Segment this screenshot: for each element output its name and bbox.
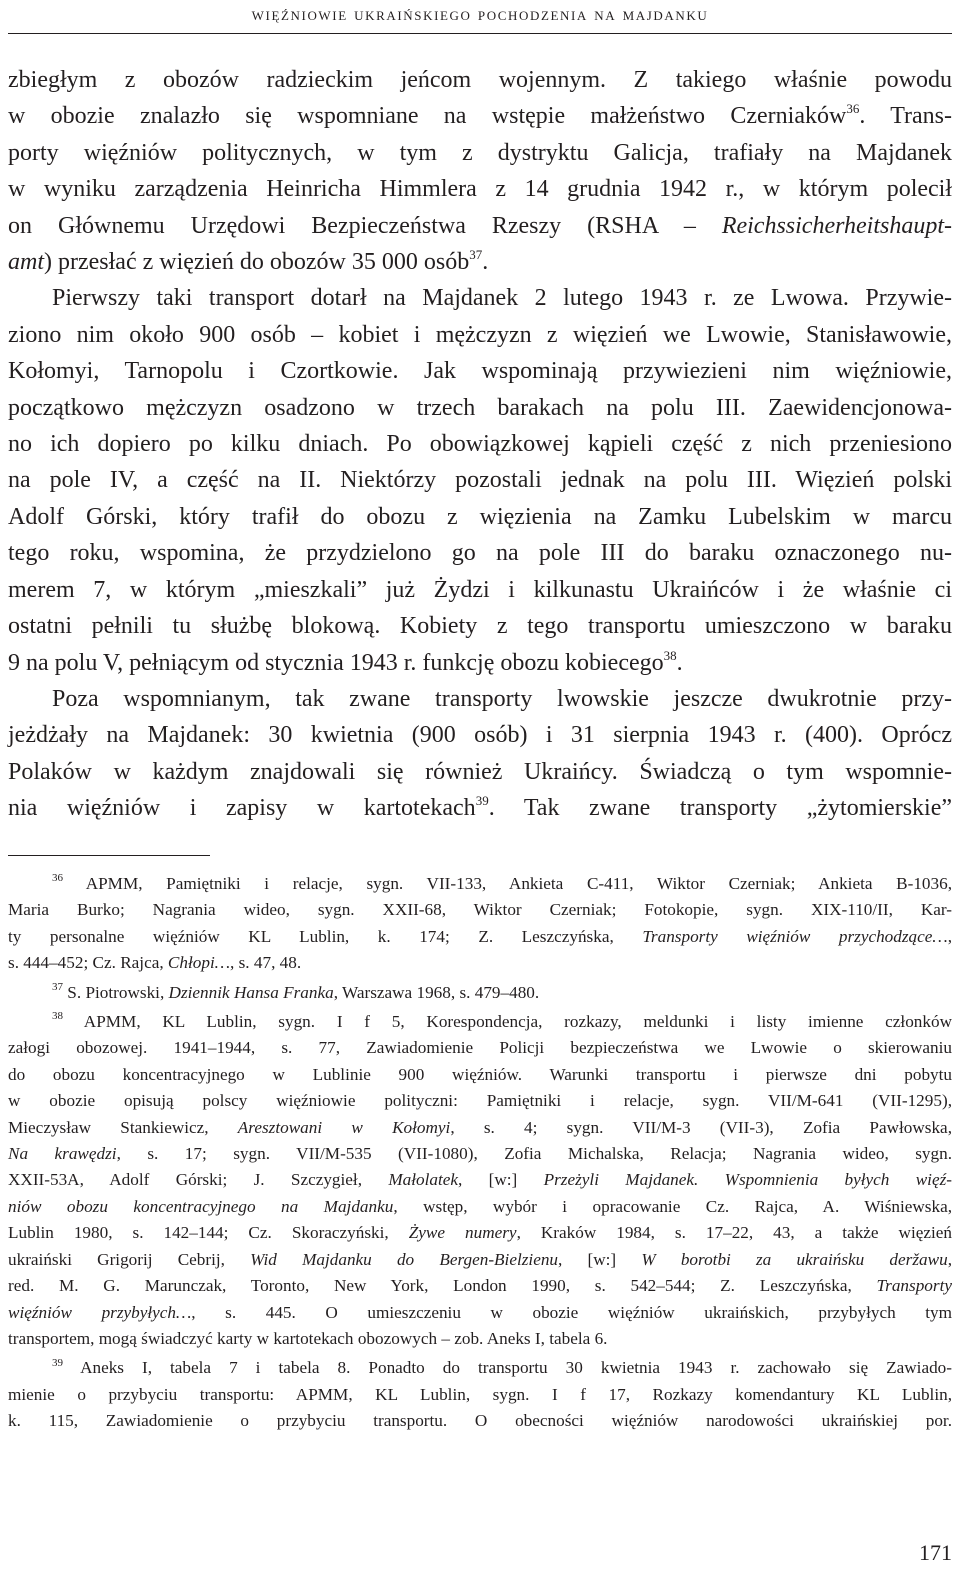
text-line: jeżdżały na Majdanek: 30 kwietnia (900 osób) i 31 sierpnia 1943 r. (400). Oprócz — [8, 722, 952, 749]
italic-title: Transporty więźniów przychodzące… — [642, 926, 948, 946]
text-span: S. Piotrowski, — [63, 982, 169, 1002]
footnote-line — [8, 1355, 952, 1381]
page-number: 171 — [919, 1540, 952, 1565]
main-text — [8, 62, 952, 827]
text-span: APMM, Pamiętniki i relacje, sygn. VII-133, Ankieta C-411, Wiktor Czerniak; Ankieta B-1036, — [63, 874, 952, 893]
footnote-line — [8, 1194, 952, 1220]
text-line: tego roku, wspomina, że przydzielono go na pole III do baraku oznaczonego nu- — [8, 540, 952, 567]
text-span: , — [947, 1249, 952, 1269]
footnote-line: załogi obozowej. 1941–1944, s. 77, Zawiadomienie Policji bezpieczeństwa we Lwowie o skierowaniu — [8, 1038, 952, 1058]
text-span: . — [482, 249, 489, 276]
text-span: on Głównemu Urzędowi Bezpieczeństwa Rzeszy (RSHA – — [8, 212, 722, 239]
text-line — [8, 98, 952, 134]
text-line: początkowo mężczyzn osadzono w trzech barakach na polu III. Zaewidencjonowa- — [8, 394, 952, 421]
footnote-37 — [8, 980, 952, 1006]
text-span: nia więźniów i zapisy w kartotekach — [8, 795, 476, 822]
text-line: Pierwszy taki transport dotarł na Majdanek 2 lutego 1943 r. ze Lwowa. Przywie- — [52, 285, 952, 312]
text-span: , s. 17; sygn. VII/M-535 (VII-1080), Zofia Michalska, Relacja; Nagrania wideo, sygn. — [116, 1144, 952, 1164]
italic-term: Reichssicherheitshaupt- — [721, 212, 952, 239]
text-span: Lublin 1980, s. 142–144; Cz. Skoraczyński, — [8, 1223, 409, 1243]
text-span: Aneks I, tabela 7 i tabela 8. Ponadto do transportu 30 kwietnia 1943 r. zachowało się Zawiado- — [63, 1358, 952, 1378]
footnote-line: do obozu koncentracyjnego w Lublinie 900 więźniów. Warunki transportu i pierwsze dni pobytu — [8, 1064, 952, 1084]
footnote-number: 39 — [52, 1356, 63, 1369]
text-span: APMM, KL Lublin, sygn. I f 5, Korespondencja, rozkazy, meldunki i listy imienne członków — [63, 1012, 952, 1032]
paragraph-1 — [8, 62, 952, 280]
footnote-line — [8, 1273, 952, 1299]
text-span: . Tak zwane transporty „żytomierskie” — [488, 795, 953, 822]
text-line: zbiegłym z obozów radzieckim jeńcom wojennym. Z takiego właśnie powodu — [8, 67, 952, 93]
footnote-ref-37[interactable]: 37 — [469, 247, 483, 263]
text-span: , s. 4; sygn. VII/M-3 (VII-3), Zofia Pawłowska, — [450, 1117, 952, 1137]
text-line: ziono nim około 900 osób – kobiet i mężczyzn z więzień we Lwowie, Stanisławowie, — [8, 321, 952, 348]
italic-title: Przeżyli Majdanek. Wspomnienia byłych więź- — [543, 1170, 952, 1190]
text-span: red. M. G. Marunczak, Toronto, New York, London 1990, s. 542–544; Z. Leszczyńska, — [8, 1276, 877, 1296]
text-span: ty personalne więźniów KL Lublin, k. 174; Z. Leszczyńska, — [8, 926, 643, 946]
footnote-line — [8, 1141, 952, 1167]
footnote-line — [8, 871, 952, 897]
footnote-line: Maria Burko; Nagrania wideo, sygn. XXII-68, Wiktor Czerniak; Fotokopie, sygn. XIX-110/II, Kar- — [8, 900, 952, 920]
text-line — [8, 645, 952, 681]
text-line: Adolf Górski, który trafił do obozu z więzienia na Zamku Lubelskim w marcu — [8, 503, 952, 530]
italic-title: Transporty — [876, 1276, 952, 1296]
text-span: w obozie znalazło się wspomniane na wstępie małżeństwo Czerniaków — [8, 103, 847, 130]
italic-title: Wid Majdanku do Bergen-Bielzienu — [250, 1249, 559, 1269]
text-span: , s. 47, 48. — [230, 953, 302, 973]
text-span: , wstęp, wybór i opracowanie Cz. Rajca, A. Wiśniewska, — [393, 1196, 952, 1216]
footnote-line: w obozie opisują polscy więźniowie polityczni: Pamiętniki i relacje, sygn. VII/M-641 (VII-1295), — [8, 1091, 952, 1111]
text-span: , s. 445. O umieszczeniu w obozie więźniów ukraińskich, przybyłych tym — [191, 1302, 952, 1322]
footnote-38 — [8, 1009, 952, 1352]
footnote-line: transportem, mogą świadczyć karty w kartotekach obozowych – zob. Aneks I, tabela 6. — [8, 1328, 608, 1348]
running-head: więźniowie ukraińskiego pochodzenia na majdanku — [251, 4, 709, 25]
text-line — [8, 790, 952, 826]
text-line: merem 7, w którym „mieszkali” już Żydzi i kilkunastu Ukraińców i że właśnie ci — [8, 576, 952, 603]
text-line — [8, 208, 952, 244]
text-span: , — [947, 926, 952, 946]
footnote-line: k. 115, Zawiadomienie o przybyciu transportu. O obecności więźniów narodowości ukraińskiej por. — [8, 1411, 952, 1431]
footnote-line — [8, 1300, 952, 1326]
text-span: Trans- — [865, 103, 953, 130]
footnote-line — [8, 950, 952, 976]
footnote-39 — [8, 1355, 952, 1434]
text-span: . — [676, 649, 683, 676]
paragraph-3 — [8, 681, 952, 827]
footnote-line — [8, 1247, 952, 1273]
footnote-ref-36[interactable]: 36 — [846, 101, 860, 117]
italic-title: Aresztowani w Kołomyi — [237, 1117, 451, 1137]
footnote-number: 37 — [52, 980, 63, 993]
footnote-ref-39[interactable]: 39 — [475, 793, 489, 809]
italic-title: Na krawędzi — [8, 1144, 117, 1164]
text-span: XXII-53A, Adolf Górski; J. Szczygieł, — [8, 1170, 389, 1190]
footnote-line — [8, 1115, 952, 1141]
footnote-separator — [8, 855, 210, 856]
footnote-number: 38 — [52, 1010, 63, 1023]
italic-title: Małolatek — [388, 1170, 459, 1190]
text-line: no ich dopiero po kilku dniach. Po obowiązkowej kąpieli część z nich przeniesiono — [8, 431, 952, 458]
text-span: Mieczysław Stankiewicz, — [8, 1117, 238, 1137]
text-span: , [w:] — [558, 1249, 642, 1269]
text-line — [8, 244, 952, 280]
text-span: s. 444–452; Cz. Rajca, — [8, 953, 168, 973]
italic-title: Chłopi… — [167, 953, 230, 973]
paragraph-2 — [8, 280, 952, 680]
text-span: ) — [44, 249, 58, 276]
text-span: 9 na polu V, pełniącym od stycznia 1943 r. funkcję obozu kobiecego — [8, 649, 664, 676]
text-line: w wyniku zarządzenia Heinricha Himmlera z 14 grudnia 1942 r., w którym polecił — [8, 176, 952, 203]
text-line: porty więźniów politycznych, w tym z dystryktu Galicja, trafiały na Majdanek — [8, 139, 952, 166]
italic-title: Dziennik Hansa Franka — [168, 982, 334, 1002]
footnote-line — [8, 924, 952, 950]
italic-title: W borotbi za ukraińsku deržawu — [641, 1249, 948, 1269]
italic-title: niów obozu koncentracyjnego na Majdanku — [8, 1196, 394, 1216]
footnote-line — [8, 1009, 952, 1035]
text-line: Polaków w każdym znajdowali się również Ukraińcy. Świadczą o tym wspomnie- — [8, 758, 952, 785]
italic-title: Żywe numery — [408, 1223, 517, 1243]
footnote-line — [8, 1167, 952, 1193]
text-span: przesłać z więzień do obozów 35 000 osób — [58, 249, 470, 276]
text-span: . — [859, 103, 866, 130]
footnote-line — [8, 980, 952, 1006]
footnote-36 — [8, 871, 952, 977]
text-line: ostatni pełnili tu służbę blokową. Kobiety z tego transportu umieszczono w baraku — [8, 613, 952, 640]
text-span: , Kraków 1984, s. 17–22, 43, a także więzień — [516, 1223, 952, 1243]
footnotes — [8, 871, 952, 1435]
footnote-line — [8, 1220, 952, 1246]
text-span: , Warszawa 1968, s. 479–480. — [333, 982, 540, 1002]
text-span: , [w:] — [458, 1170, 544, 1190]
footnote-ref-38[interactable]: 38 — [663, 647, 677, 663]
text-span: ukraiński Grigorij Cebrij, — [8, 1249, 251, 1269]
footnote-line: mienie o przybyciu transportu: APMM, KL Lublin, sygn. I f 17, Rozkazy komendantury KL Lublin, — [8, 1384, 952, 1404]
text-line: Poza wspomnianym, tak zwane transporty lwowskie jeszcze dwukrotnie przy- — [52, 685, 952, 712]
italic-title: więźniów przybyłych… — [8, 1302, 192, 1322]
header-rule — [8, 33, 952, 34]
text-line: na pole IV, a część na II. Niektórzy pozostali jednak na polu III. Więzień polski — [8, 467, 952, 494]
text-line: Kołomyi, Tarnopolu i Czortkowie. Jak wspominają przywiezieni nim więźniowie, — [8, 358, 952, 385]
italic-term: amt — [8, 249, 44, 276]
footnote-number: 36 — [52, 872, 63, 885]
